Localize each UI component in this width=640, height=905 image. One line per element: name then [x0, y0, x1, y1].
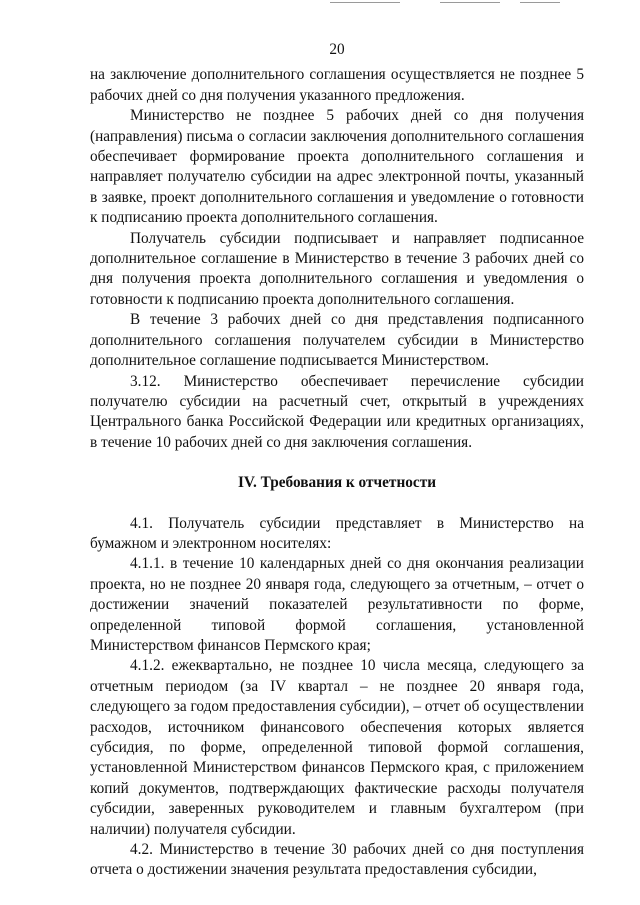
- paragraph-ministry-draft: Министерство не позднее 5 рабочих дней со дня получения (направления) письма о согласии заключения дополнительного соглашения обеспечивает формирование проекта дополнительного соглашения и направляет получателю субсидии на адрес электронной почты, указанный в заявке, проект дополнительного соглашения и уведомление о готовности к подписанию проекта дополнительного соглашения.: [90, 107, 584, 227]
- page-number: 20: [329, 41, 345, 58]
- scan-top-edge: [0, 0, 640, 8]
- paragraph-recipient-signs: Получатель субсидии подписывает и направляет подписанное дополнительное соглашение в Министерство в течение 3 рабочих дней со дня получения проекта дополнительного соглашения и уведомления о готовности к подписанию проекта дополнительного соглашения.: [90, 229, 584, 308]
- document-page: [90, 40, 584, 881]
- section-heading: IV. Требования к отчетности: [237, 474, 437, 492]
- paragraph-4-1-2: 4.1.2. ежеквартально, не позднее 10 числа месяца, следующего за отчетным периодом (за IV квартал – не позднее 20 января года, следующего за годом предоставления субсидии), – отчет об осуществлении расходов, источником финансового обеспечения которых является субсидия, по форме, определенной типовой формой соглашения, установленной Министерством финансов Пермского края, с приложением копий документов, подтверждающих фактические расходы получателя субсидии, заверенных руководителем и главным бухгалтером (при наличии) получателя субсидии.: [90, 657, 584, 838]
- paragraph-3-12: 3.12. Министерство обеспечивает перечисление субсидии получателю субсидии на расчетный счет, открытый в учреждениях Центрального банка Российской Федерации или кредитных организациях, в течение 10 рабочих дней со дня заключения соглашения.: [90, 372, 584, 451]
- paragraph-4-1: 4.1. Получатель субсидии представляет в Министерство на бумажном и электронном носителях:: [90, 514, 584, 552]
- paragraph-ministry-signs: В течение 3 рабочих дней со дня представления подписанного дополнительного соглашения получателем субсидии в Министерство дополнительное соглашение подписывается Министерством.: [90, 311, 584, 370]
- paragraph-4-1-1: 4.1.1. в течение 10 календарных дней со дня окончания реализации проекта, но не позднее 20 января года, следующего за отчетным, – отчет о достижении значений показателей результативности по форме, определенной типовой формой соглашения, установленной Министерством финансов Пермского края;: [90, 555, 584, 654]
- paragraph-4-2: 4.2. Министерство в течение 30 рабочих дней со дня поступления отчета о достижении значения результата предоставления субсидии,: [90, 841, 584, 879]
- paragraph-continuation: на заключение дополнительного соглашения осуществляется не позднее 5 рабочих дней со дня получения указанного предложения.: [90, 66, 584, 104]
